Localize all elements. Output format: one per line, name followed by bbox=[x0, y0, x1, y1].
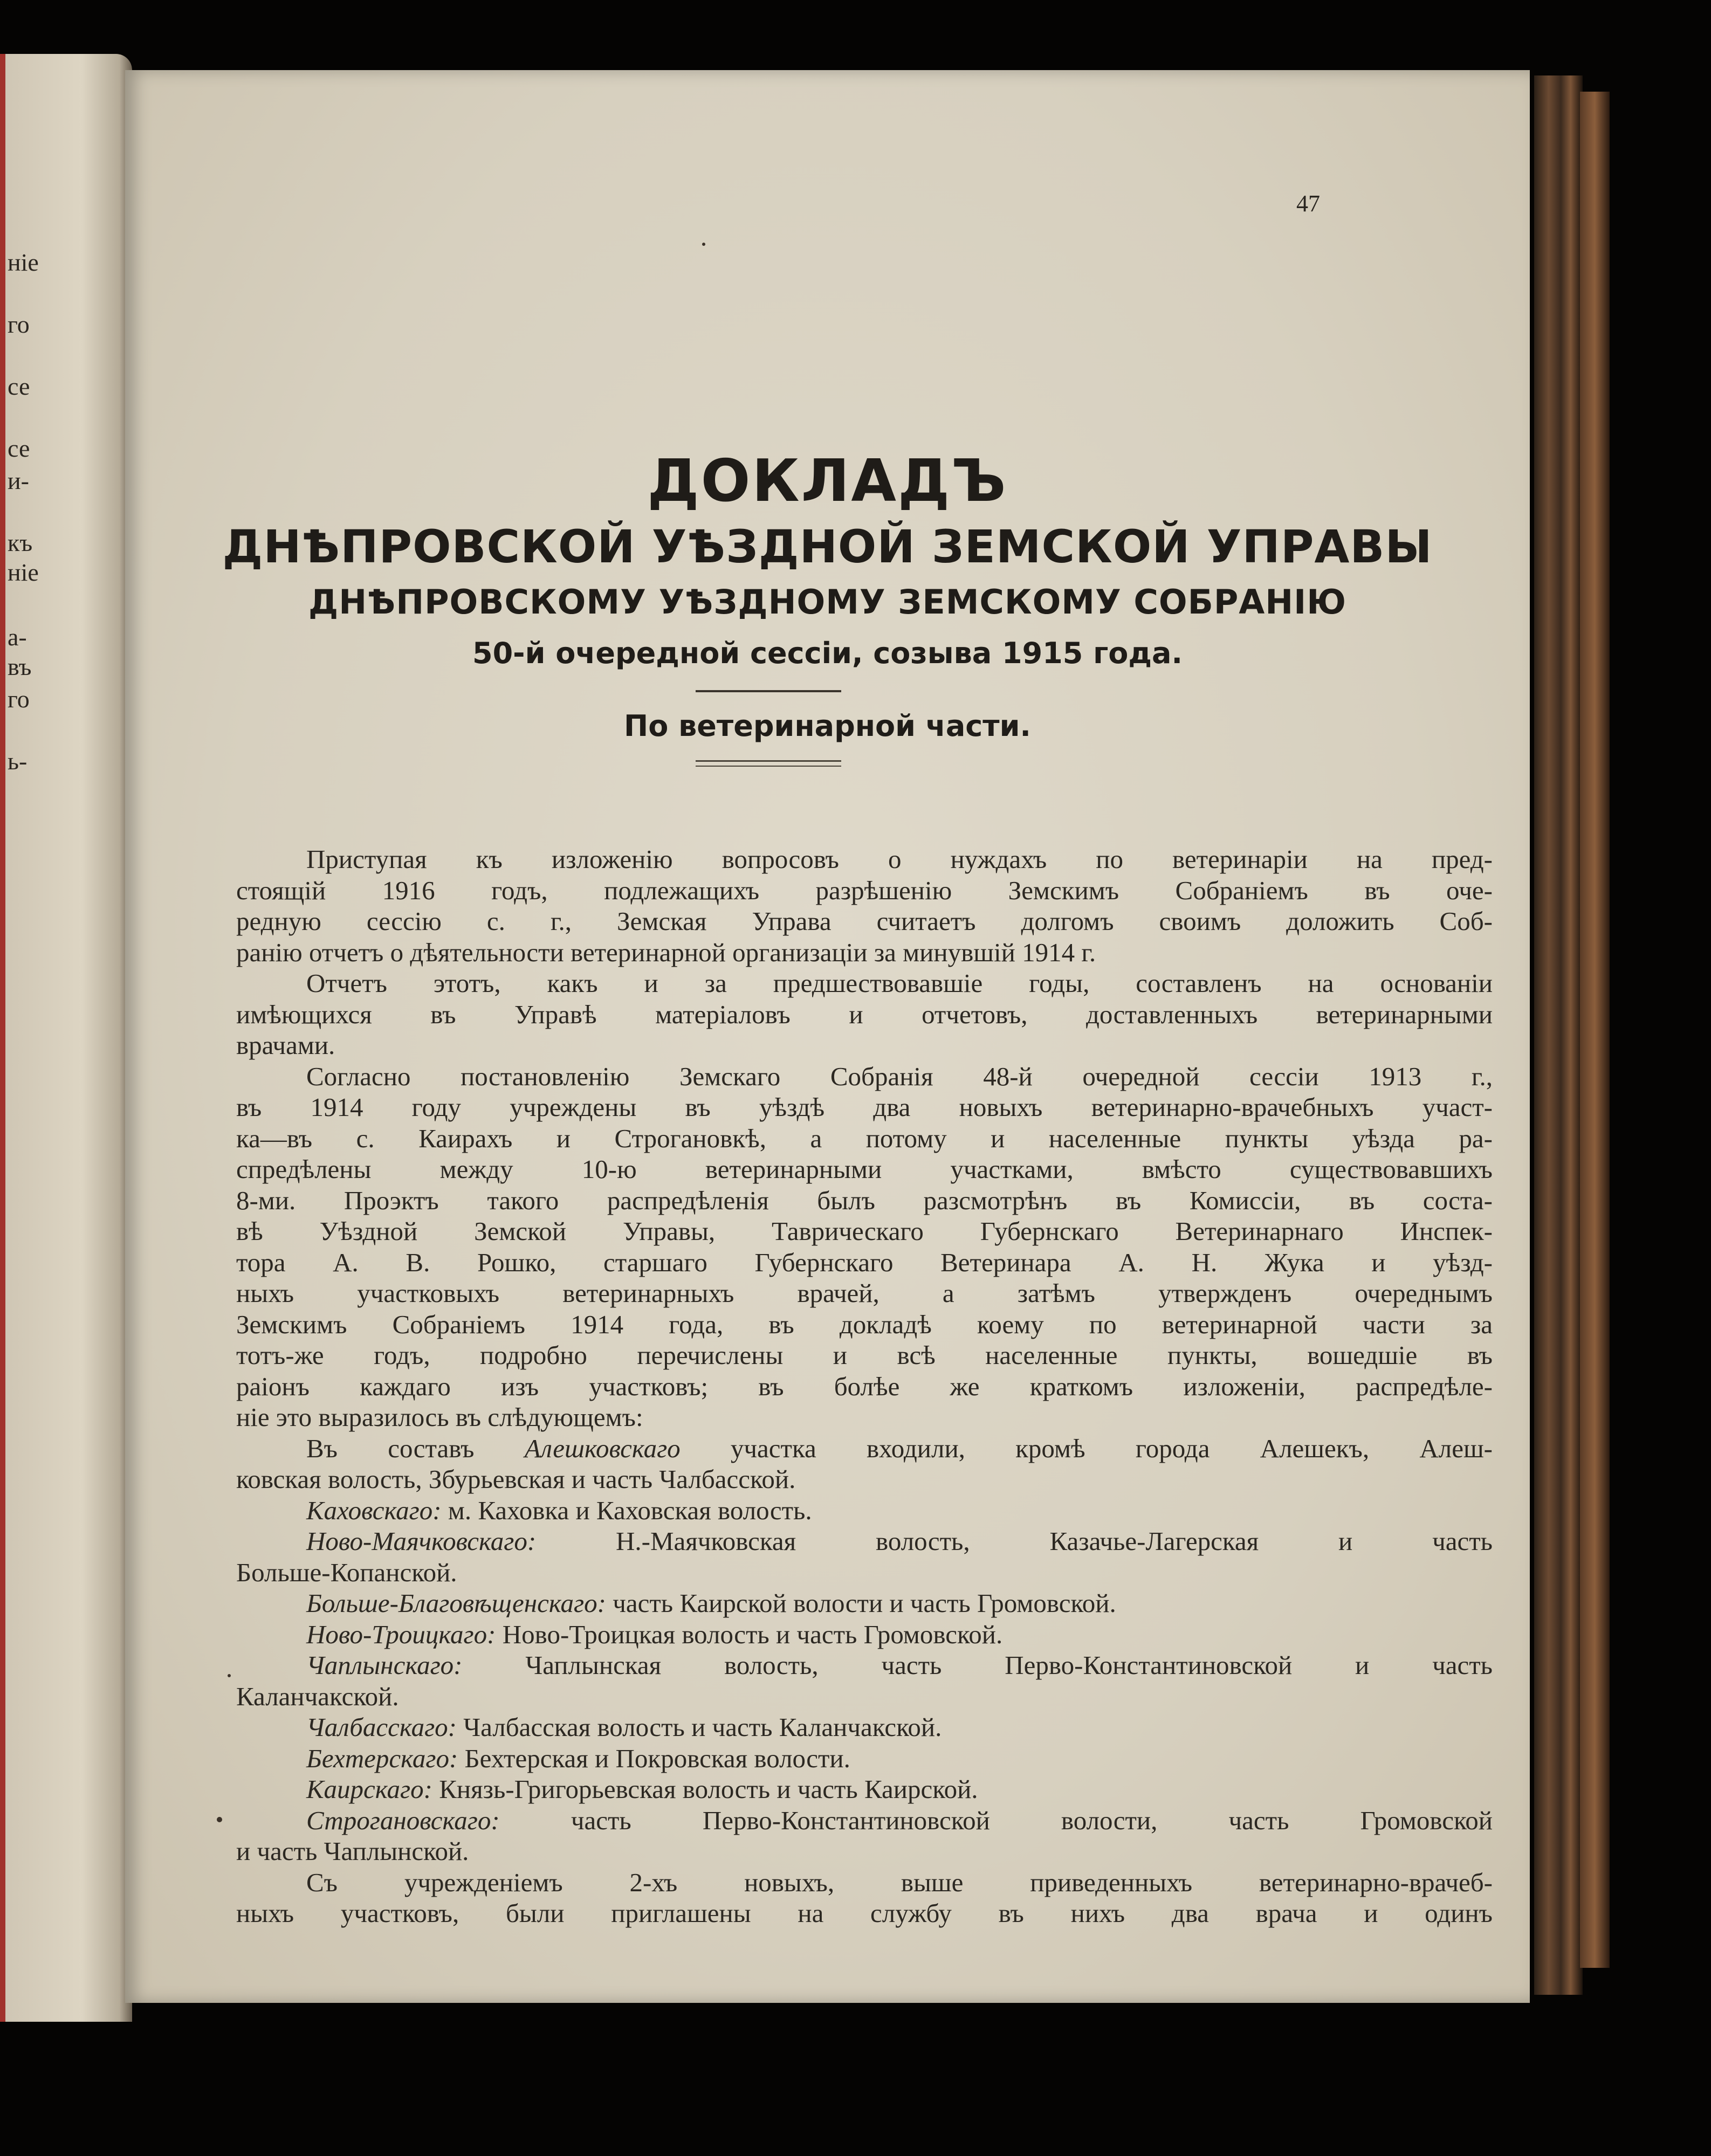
text-line bbox=[236, 1650, 1493, 1681]
left-page-fragment: а- bbox=[8, 623, 27, 651]
text-run: ныхъ участковъ, были приглашены на службу въ нихъ два врача и одинъ bbox=[236, 1898, 1493, 1928]
text-line bbox=[236, 1402, 1493, 1433]
text-line bbox=[236, 1774, 1493, 1805]
left-page-fragment: къ bbox=[8, 529, 33, 556]
district-name: Чалбасскаго: bbox=[306, 1712, 457, 1742]
section-title: По ветеринарной части. bbox=[624, 709, 1031, 743]
text-run: Земскимъ Собраніемъ 1914 года, въ докладѣ коему по ветеринарной части за bbox=[236, 1309, 1493, 1339]
text-run: раіонъ каждаго изъ участковъ; въ болѣе же краткомъ изложеніи, распредѣле- bbox=[236, 1371, 1493, 1401]
district-name: Каирскаго: bbox=[306, 1774, 432, 1804]
text-line bbox=[236, 999, 1493, 1030]
left-page-fragment: ніе bbox=[8, 249, 39, 276]
text-run: Въ составъ bbox=[306, 1433, 525, 1463]
text-run: тотъ-же годъ, подробно перечислены и всѣ населенные пункты, вошедшіе въ bbox=[236, 1340, 1493, 1370]
report-session: 50-й очередной сессіи, созыва 1915 года. bbox=[472, 636, 1183, 670]
page-speck bbox=[702, 243, 705, 246]
text-run: Ново-Троицкая волость и часть Громовской. bbox=[496, 1619, 1003, 1649]
text-run: Съ учрежденіемъ 2-хъ новыхъ, выше приведенныхъ ветеринарно-врачеб- bbox=[306, 1867, 1493, 1897]
text-line bbox=[236, 1030, 1493, 1061]
text-run: 8-ми. Проэктъ такого распредѣленія былъ разсмотрѣнъ въ Комиссіи, въ соста- bbox=[236, 1185, 1493, 1215]
left-page-fragment: ніе bbox=[8, 559, 39, 586]
text-run: спредѣлены между 10-ю ветеринарными участками, вмѣсто существовавшихъ bbox=[236, 1154, 1493, 1184]
text-run: Согласно постановленію Земскаго Собранія 48-й очередной сессіи 1913 г., bbox=[306, 1061, 1493, 1091]
text-run: м. Каховка и Каховская волость. bbox=[441, 1495, 812, 1525]
text-line bbox=[236, 1867, 1493, 1898]
text-run: въ 1914 году учреждены въ уѣздѣ два новыхъ ветеринарно-врачебныхъ участ- bbox=[236, 1092, 1493, 1122]
book-edge-right bbox=[1534, 75, 1583, 1995]
text-run: Чаплынская волость, часть Перво-Константиновской и часть bbox=[462, 1650, 1493, 1680]
report-subtitle-authority: ДНѢПРОВСКОЙ УѢЗДНОЙ ЗЕМСКОЙ УПРАВЫ bbox=[222, 520, 1433, 573]
double-rule-bottom bbox=[696, 766, 841, 767]
text-run: ка—въ с. Каирахъ и Строгановкѣ, а потому и населенные пункты уѣзда ра- bbox=[236, 1123, 1493, 1153]
text-run: Приступая къ изложенію вопросовъ о нуждахъ по ветеринаріи на пред- bbox=[306, 844, 1493, 874]
text-run: ковская волость, Збурьевская и часть Чалбасской. bbox=[236, 1464, 796, 1494]
text-line bbox=[236, 1464, 1493, 1495]
text-run: Чалбасская волость и часть Каланчакской. bbox=[457, 1712, 942, 1742]
report-subtitle-recipient: ДНѢПРОВСКОМУ УѢЗДНОМУ ЗЕМСКОМУ СОБРАНІЮ bbox=[308, 582, 1346, 622]
district-name: Ново-Троицкаго: bbox=[306, 1619, 496, 1649]
text-run: ніе это выразилось въ слѣдующемъ: bbox=[236, 1402, 643, 1432]
double-rule-top bbox=[696, 760, 841, 762]
text-run: участка входили, кромѣ города Алешекъ, Алеш- bbox=[680, 1433, 1493, 1463]
text-line bbox=[236, 1216, 1493, 1247]
text-run: Каланчакской. bbox=[236, 1681, 399, 1711]
text-line bbox=[236, 1619, 1493, 1650]
left-page-fragment: въ bbox=[8, 653, 32, 680]
body-text bbox=[236, 844, 1493, 1929]
page-number: 47 bbox=[1296, 190, 1320, 217]
district-name: Ново-Маячковскаго: bbox=[306, 1526, 537, 1556]
left-page-fragment: го bbox=[8, 685, 30, 713]
district-name: Строгановскаго: bbox=[306, 1805, 500, 1835]
text-line bbox=[236, 1495, 1493, 1526]
text-run: Бехтерская и Покровская волости. bbox=[458, 1743, 850, 1773]
left-page-fragment: ь- bbox=[8, 747, 28, 775]
text-line bbox=[236, 937, 1493, 968]
text-line bbox=[236, 906, 1493, 937]
left-page-edge bbox=[0, 54, 132, 2022]
report-title: ДОКЛАДЪ bbox=[647, 447, 1008, 515]
district-name: Бехтерскаго: bbox=[306, 1743, 458, 1773]
text-run: ранію отчетъ о дѣятельности ветеринарной организаціи за минувшій 1914 г. bbox=[236, 937, 1096, 967]
text-run: стоящій 1916 годъ, подлежащихъ разрѣшенію Земскимъ Собраніемъ въ оче- bbox=[236, 875, 1493, 905]
left-page-fragment: се bbox=[8, 435, 30, 462]
page-speck bbox=[228, 1674, 231, 1677]
text-run: Больше-Копанской. bbox=[236, 1557, 457, 1587]
text-line bbox=[236, 1061, 1493, 1092]
divider bbox=[696, 690, 841, 692]
text-line bbox=[236, 1526, 1493, 1557]
text-run: часть Каирской волости и часть Громовской. bbox=[606, 1588, 1116, 1618]
book-cover-edge bbox=[1580, 92, 1610, 1968]
book-page bbox=[125, 70, 1530, 2003]
text-run: врачами. bbox=[236, 1030, 335, 1060]
text-line bbox=[236, 1123, 1493, 1154]
text-run: тора А. В. Рошко, старшаго Губернскаго Ветеринара А. Н. Жука и уѣзд- bbox=[236, 1247, 1493, 1277]
text-line bbox=[236, 1185, 1493, 1216]
text-run: часть Перво-Константиновской волости, часть Громовской bbox=[499, 1805, 1493, 1835]
text-run: и часть Чаплынской. bbox=[236, 1836, 469, 1866]
text-line bbox=[236, 1247, 1493, 1278]
page-speck bbox=[217, 1817, 222, 1822]
text-line bbox=[236, 1681, 1493, 1712]
text-line bbox=[236, 1154, 1493, 1185]
text-line bbox=[236, 1743, 1493, 1774]
text-line bbox=[236, 1309, 1493, 1340]
text-line bbox=[236, 1712, 1493, 1743]
text-line bbox=[236, 1557, 1493, 1588]
text-line bbox=[236, 1278, 1493, 1309]
text-line bbox=[236, 875, 1493, 906]
text-line bbox=[236, 1340, 1493, 1371]
text-line bbox=[236, 844, 1493, 875]
text-run: Отчетъ этотъ, какъ и за предшествовавшіе годы, составленъ на основаніи bbox=[306, 968, 1493, 998]
district-name: Больше-Благовѣщенскаго: bbox=[306, 1588, 606, 1618]
left-page-fragment: и- bbox=[8, 467, 29, 494]
text-line bbox=[236, 1433, 1493, 1464]
text-line bbox=[236, 1898, 1493, 1929]
left-page-fragment: го bbox=[8, 311, 30, 338]
left-page-fragment: се bbox=[8, 373, 30, 400]
text-run: ныхъ участковыхъ ветеринарныхъ врачей, а затѣмъ утвержденъ очереднымъ bbox=[236, 1278, 1493, 1308]
text-run: Н.-Маячковская волость, Казачье-Лагерская и часть bbox=[536, 1526, 1493, 1556]
district-name: Алешковскаго bbox=[524, 1433, 681, 1463]
text-run: Князь-Григорьевская волость и часть Каирской. bbox=[432, 1774, 978, 1804]
text-line bbox=[236, 1371, 1493, 1402]
text-line bbox=[236, 968, 1493, 999]
text-line bbox=[236, 1092, 1493, 1123]
text-line bbox=[236, 1588, 1493, 1619]
text-run: редную сессію с. г., Земская Управа считаетъ долгомъ своимъ доложить Соб- bbox=[236, 906, 1493, 936]
district-name: Каховскаго: bbox=[306, 1495, 442, 1525]
text-line bbox=[236, 1836, 1493, 1867]
text-line bbox=[236, 1805, 1493, 1836]
district-name: Чаплынскаго: bbox=[306, 1650, 463, 1680]
text-run: вѣ Уѣздной Земской Управы, Таврическаго Губернскаго Ветеринарнаго Инспек- bbox=[236, 1216, 1493, 1246]
text-run: имѣющихся въ Управѣ матеріаловъ и отчетовъ, доставленныхъ ветеринарными bbox=[236, 999, 1493, 1029]
